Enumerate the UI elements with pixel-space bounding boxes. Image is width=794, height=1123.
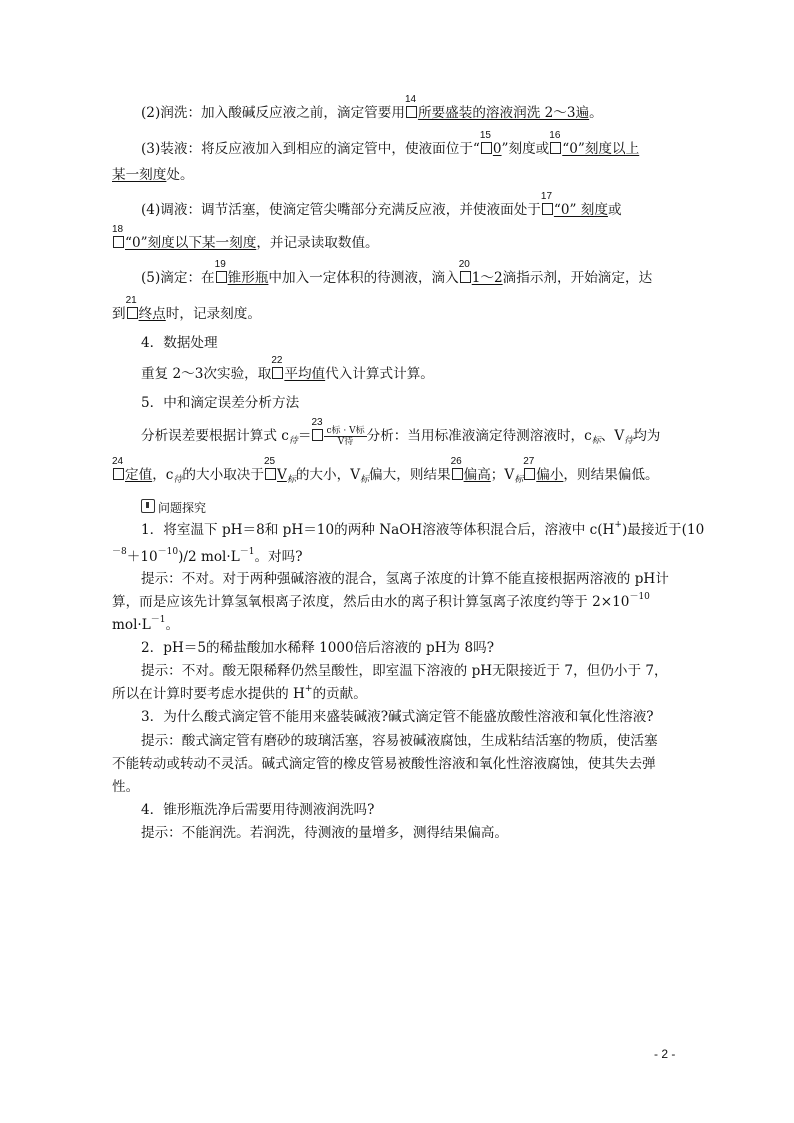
text: 分析：当用标准液滴定待测溶液时，c [366, 428, 592, 444]
blank-number: 23 [311, 417, 323, 428]
text: 分析误差要根据计算式 c [141, 428, 289, 444]
paragraph-adjust-cont [112, 224, 684, 253]
text: 1．将室温下 pH＝8和 pH＝10的两种 NaOH溶液等体积混合后，溶液中 c(H [141, 522, 615, 538]
blank-number: 19 [214, 259, 226, 270]
answer-text: “0”刻度以下某一刻度 [125, 235, 257, 251]
blank-number: 20 [458, 259, 470, 270]
text: 偏大，则结果 [369, 467, 451, 483]
paragraph-data [141, 355, 713, 384]
text: ”刻度或 [501, 141, 550, 157]
text: 代入计算式计算。 [325, 366, 434, 382]
text: 重复 2～3次实验，取 [141, 366, 272, 382]
text: 中加入一定体积的待测液，滴入 [268, 270, 459, 286]
blank-marker [540, 191, 554, 220]
blank-marker [311, 417, 324, 446]
blank-marker [479, 130, 493, 159]
answer-3: 提示：酸式滴定管有磨砂的玻璃活塞，容易被碱液腐蚀，生成粘结活塞的物质，使活塞 [141, 733, 658, 749]
question-2: 2．pH＝5的稀盐酸加水稀释 1000倍后溶液的 pH为 8吗? [141, 640, 494, 656]
text: 到 [112, 306, 126, 322]
fraction-numerator: c标 · V标 [326, 426, 365, 436]
subscript: 标 [286, 475, 296, 485]
superscript: －1 [150, 615, 166, 625]
section-explore [141, 498, 713, 518]
answer-text: 某一刻度 [112, 167, 167, 183]
text: ＋10 [126, 549, 158, 565]
blank-marker [450, 456, 464, 485]
paragraph-rinse [141, 94, 713, 123]
answer-2-cont [112, 684, 684, 706]
superscript: －1 [239, 547, 255, 557]
text: 、V [600, 428, 625, 444]
answer-text: 锥形瓶 [227, 270, 269, 286]
text: ，并记录读取数值。 [256, 235, 379, 251]
answer-text: 终点 [138, 306, 166, 322]
subscript: 待 [288, 436, 298, 446]
subscript: 标 [591, 436, 601, 446]
answer-text: 1～2 [471, 270, 503, 286]
answer-1-end [112, 615, 684, 637]
text: 时，记录刻度。 [165, 306, 261, 322]
answer-text: 偏高 [463, 467, 491, 483]
blank-marker [271, 355, 284, 384]
answer-text: 偏小 [536, 467, 564, 483]
text: 或 [607, 202, 622, 218]
subscript: 待 [624, 436, 634, 446]
paragraph-fill-cont [112, 165, 684, 185]
blank-number: 14 [404, 94, 417, 105]
text: 算，而是应该先计算氢氧根离子浓度，然后由水的离子积计算氢离子浓度约等于 2×10 [112, 594, 630, 610]
answer-3-end: 性。 [112, 779, 140, 795]
superscript: + [304, 684, 313, 694]
blank-marker [404, 94, 418, 123]
text: (3)装液：将反应液加入到相应的滴定管中，使液面位于“ [141, 141, 480, 157]
text: ＝ [297, 428, 312, 444]
blank-number: 26 [450, 456, 462, 467]
text: 的大小取决于 [182, 467, 264, 483]
blank-number: 21 [125, 295, 137, 306]
question-3: 3．为什么酸式滴定管不能用来盛装碱液?碱式滴定管不能盛放酸性溶液和氧化性溶液? [141, 709, 654, 725]
answer-4: 提示：不能润洗。若润洗，待测液的量增多，测得结果偏高。 [141, 825, 509, 841]
paragraph-titrate [141, 259, 713, 288]
question-1-cont [112, 547, 684, 569]
question-4: 4．锥形瓶洗净后需要用待测液润洗吗? [141, 802, 375, 818]
formula-fraction [324, 426, 366, 447]
blank-number: 22 [271, 355, 283, 366]
answer-text: 所要盛装的溶液润洗 2～3遍 [417, 105, 590, 121]
answer-1: 提示：不对。对于两种强碱溶液的混合，氢离子浓度的计算不能直接根据两溶液的 pH计 [141, 571, 669, 587]
paragraph-titrate-cont [112, 295, 684, 324]
answer-text: 定值 [125, 467, 153, 483]
text: ；V [490, 467, 515, 483]
answer-1-cont [112, 592, 684, 614]
subscript: 待 [173, 475, 183, 485]
text: )/2 mol·L [178, 549, 240, 565]
paragraph-adjust [141, 191, 713, 220]
text: 均为 [633, 428, 661, 444]
subscript: 标 [514, 475, 524, 485]
paragraph-fill [141, 130, 713, 159]
text: ，c [152, 467, 174, 483]
answer-text: “0” 刻度 [553, 202, 608, 218]
text: (4)调液：调节活塞，使滴定管尖嘴部分充满反应液，并使液面处于 [141, 202, 541, 218]
blank-number: 17 [540, 191, 553, 202]
paragraph-formula-cont [112, 456, 684, 487]
text: mol·L [112, 617, 151, 633]
answer-text: V [276, 467, 287, 483]
text: (5)滴定：在 [141, 270, 215, 286]
subscript: 标 [360, 475, 370, 485]
superscript: －8 [112, 547, 127, 557]
superscript: + [614, 520, 622, 530]
answer-text: “0”刻度以上 [562, 141, 640, 157]
heading-data-processing: 4．数据处理 [141, 335, 218, 351]
answer-2: 提示：不对。酸无限稀释仍然呈酸性，即室温下溶液的 pH无限接近于 7，但仍小于 7， [141, 663, 668, 679]
blank-number: 18 [112, 224, 124, 235]
text: 。对吗? [254, 549, 303, 565]
superscript: －10 [157, 547, 179, 557]
blank-marker [523, 456, 536, 485]
question-explore-icon [141, 499, 155, 513]
text: 的大小，V [295, 467, 361, 483]
text: 滴指示剂，开始滴定，达 [502, 270, 653, 286]
answer-text: 0 [492, 141, 502, 157]
section-title: 问题探究 [158, 501, 207, 515]
text: ，则结果偏低。 [563, 467, 659, 483]
blank-marker [112, 224, 125, 253]
blank-number: 24 [112, 456, 124, 467]
blank-number: 27 [523, 456, 535, 467]
blank-marker [125, 295, 139, 324]
blank-marker [214, 259, 228, 288]
blank-marker [263, 456, 277, 485]
blank-marker [112, 456, 125, 485]
page-number: - 2 - [654, 1047, 676, 1061]
answer-3-cont: 不能转动或转动不灵活。碱式滴定管的橡皮管易被酸性溶液和氧化性溶液腐蚀，使其失去弹 [112, 756, 656, 772]
blank-marker [549, 130, 562, 159]
fraction-denominator: V待 [337, 437, 354, 447]
paragraph-formula [141, 417, 713, 448]
superscript: －10 [629, 592, 650, 602]
text: 。 [165, 617, 180, 633]
text: 。 [589, 105, 603, 121]
text: 的贡献。 [312, 686, 367, 702]
heading-error-analysis: 5．中和滴定误差分析方法 [141, 395, 300, 411]
blank-marker [458, 259, 472, 288]
text: )最接近于(10 [621, 522, 705, 538]
blank-number: 25 [263, 456, 276, 467]
text: (2)润洗：加入酸碱反应液之前，滴定管要用 [141, 105, 405, 121]
text: 所以在计算时要考虑水提供的 H [112, 686, 305, 702]
question-1 [141, 520, 713, 542]
blank-number: 15 [479, 130, 491, 141]
blank-number: 16 [549, 130, 561, 141]
answer-text: 平均值 [284, 366, 326, 382]
text: 处。 [166, 167, 194, 183]
